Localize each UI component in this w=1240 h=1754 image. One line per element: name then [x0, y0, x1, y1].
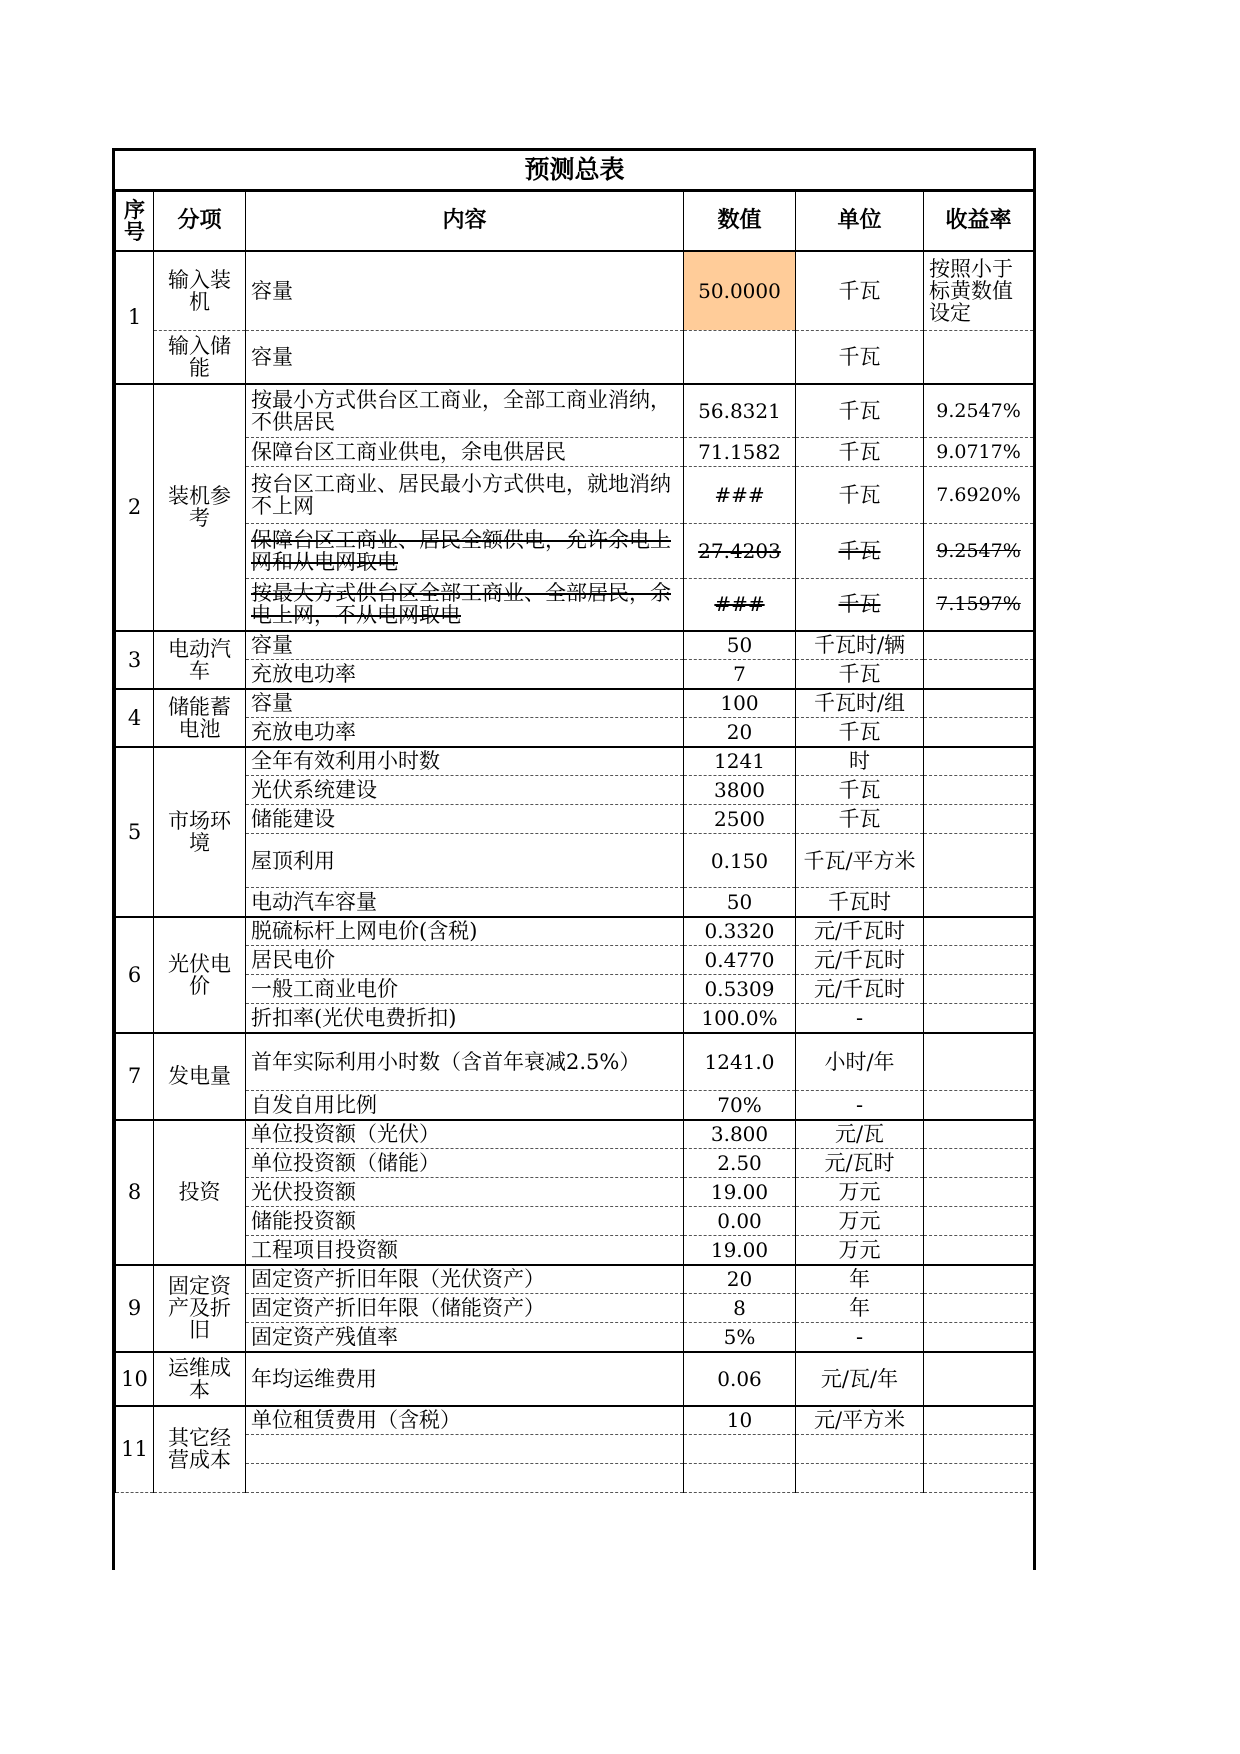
row-value-cell[interactable]: 50.0000	[684, 251, 796, 331]
row-rate	[924, 1265, 1034, 1294]
row-content: 储能建设	[246, 805, 684, 834]
table-row	[116, 1435, 1034, 1464]
row-rate	[924, 805, 1034, 834]
row-content: 一般工商业电价	[246, 975, 684, 1004]
row-value-cell[interactable]: 10	[684, 1406, 796, 1435]
row-rate: 9.2547%	[924, 384, 1034, 438]
row-seq: 8	[116, 1120, 154, 1265]
row-category: 固定资产及折旧	[154, 1265, 246, 1352]
row-rate	[924, 1033, 1034, 1091]
table-row	[116, 1352, 1034, 1406]
row-rate	[924, 1091, 1034, 1120]
row-category: 电动汽车	[154, 631, 246, 689]
header-value: 数值	[684, 191, 796, 251]
table-row	[116, 1091, 1034, 1120]
row-seq: 4	[116, 689, 154, 747]
row-unit: 元/千瓦时	[796, 917, 924, 946]
row-content: 单位投资额（储能）	[246, 1149, 684, 1178]
row-content: 按最小方式供台区工商业，全部工商业消纳，不供居民	[246, 384, 684, 438]
row-rate	[924, 1294, 1034, 1323]
row-rate	[924, 1323, 1034, 1352]
row-category: 储能蓄电池	[154, 689, 246, 747]
row-unit: 千瓦	[796, 524, 924, 579]
row-rate	[924, 776, 1034, 805]
table-title-row	[116, 151, 1034, 191]
row-content	[246, 1435, 684, 1464]
row-rate	[924, 631, 1034, 660]
row-value-cell[interactable]: 0.00	[684, 1207, 796, 1236]
row-value-cell[interactable]: 0.3320	[684, 917, 796, 946]
row-rate	[924, 1435, 1034, 1464]
row-unit: -	[796, 1004, 924, 1033]
header-rate: 收益率	[924, 191, 1034, 251]
row-value-cell[interactable]: 0.4770	[684, 946, 796, 975]
row-unit: 千瓦时/组	[796, 689, 924, 718]
row-value-cell[interactable]: 100	[684, 689, 796, 718]
row-content: 储能投资额	[246, 1207, 684, 1236]
row-rate	[924, 1352, 1034, 1406]
row-value-cell[interactable]: 19.00	[684, 1178, 796, 1207]
table-row	[116, 1033, 1034, 1091]
row-content: 容量	[246, 631, 684, 660]
row-content: 首年实际利用小时数（含首年衰减2.5%）	[246, 1033, 684, 1091]
row-value-cell[interactable]: 20	[684, 718, 796, 747]
row-value-cell[interactable]: 56.8321	[684, 384, 796, 438]
row-rate	[924, 660, 1034, 689]
row-unit	[796, 1464, 924, 1493]
row-seq: 1	[116, 251, 154, 384]
row-value-cell[interactable]: 100.0%	[684, 1004, 796, 1033]
row-value-cell[interactable]: 2500	[684, 805, 796, 834]
table-row	[116, 888, 1034, 917]
row-content: 保障台区工商业、居民全额供电，允许余电上网和从电网取电	[246, 524, 684, 579]
row-category: 投资	[154, 1120, 246, 1265]
row-value-cell[interactable]: 19.00	[684, 1236, 796, 1265]
row-rate	[924, 689, 1034, 718]
row-value-cell[interactable]: 50	[684, 631, 796, 660]
row-content: 按台区工商业、居民最小方式供电，就地消纳不上网	[246, 467, 684, 524]
row-category: 装机参考	[154, 384, 246, 631]
header-row	[116, 191, 1034, 251]
row-rate	[924, 1120, 1034, 1149]
row-unit: 万元	[796, 1236, 924, 1265]
row-seq: 2	[116, 384, 154, 631]
row-unit: 元/瓦时	[796, 1149, 924, 1178]
row-value-cell[interactable]	[684, 331, 796, 384]
row-content: 容量	[246, 331, 684, 384]
row-content	[246, 1464, 684, 1493]
row-value-cell[interactable]: ###	[684, 467, 796, 524]
row-seq: 5	[116, 747, 154, 917]
row-content: 固定资产残值率	[246, 1323, 684, 1352]
row-rate: 9.2547%	[924, 524, 1034, 579]
row-rate	[924, 331, 1034, 384]
table-row	[116, 631, 1034, 660]
row-unit: 年	[796, 1265, 924, 1294]
table-row	[116, 689, 1034, 718]
table-row	[116, 467, 1034, 524]
table-row	[116, 776, 1034, 805]
row-rate	[924, 946, 1034, 975]
table-row	[116, 579, 1034, 631]
row-unit: 元/平方米	[796, 1406, 924, 1435]
row-seq: 9	[116, 1265, 154, 1352]
row-unit: 元/千瓦时	[796, 946, 924, 975]
row-seq: 3	[116, 631, 154, 689]
table-row	[116, 1207, 1034, 1236]
row-value-cell[interactable]: 7	[684, 660, 796, 689]
row-content: 居民电价	[246, 946, 684, 975]
table-row	[116, 1149, 1034, 1178]
row-category: 输入装机	[154, 251, 246, 331]
table-row	[116, 660, 1034, 689]
header-unit: 单位	[796, 191, 924, 251]
row-rate	[924, 1149, 1034, 1178]
row-content: 固定资产折旧年限（光伏资产）	[246, 1265, 684, 1294]
row-value-cell[interactable]: 8	[684, 1294, 796, 1323]
row-category: 发电量	[154, 1033, 246, 1120]
row-content: 充放电功率	[246, 718, 684, 747]
table-row	[116, 805, 1034, 834]
table-row	[116, 1178, 1034, 1207]
row-content: 电动汽车容量	[246, 888, 684, 917]
table-title: 预测总表	[116, 151, 1034, 191]
row-value-cell[interactable]: 1241.0	[684, 1033, 796, 1091]
table-row	[116, 251, 1034, 331]
header-content: 内容	[246, 191, 684, 251]
table-row	[116, 1294, 1034, 1323]
table-row	[116, 917, 1034, 946]
table-row	[116, 438, 1034, 467]
row-content: 年均运维费用	[246, 1352, 684, 1406]
row-value-cell[interactable]: 0.150	[684, 834, 796, 888]
table-row	[116, 1120, 1034, 1149]
table-row	[116, 718, 1034, 747]
row-unit: 千瓦/平方米	[796, 834, 924, 888]
row-category: 市场环境	[154, 747, 246, 917]
row-unit: -	[796, 1323, 924, 1352]
table-row	[116, 975, 1034, 1004]
row-rate	[924, 1236, 1034, 1265]
row-unit: 元/千瓦时	[796, 975, 924, 1004]
header-category: 分项	[154, 191, 246, 251]
row-content: 自发自用比例	[246, 1091, 684, 1120]
table-row	[116, 1406, 1034, 1435]
row-unit: 千瓦	[796, 331, 924, 384]
row-rate	[924, 917, 1034, 946]
row-unit: -	[796, 1091, 924, 1120]
row-unit: 千瓦	[796, 579, 924, 631]
row-rate	[924, 1178, 1034, 1207]
row-content: 脱硫标杆上网电价(含税)	[246, 917, 684, 946]
row-unit: 千瓦	[796, 718, 924, 747]
row-content: 按最大方式供台区全部工商业、全部居民，余电上网，不从电网取电	[246, 579, 684, 631]
row-rate	[924, 1207, 1034, 1236]
row-content: 容量	[246, 689, 684, 718]
row-value-cell[interactable]: 27.4203	[684, 524, 796, 579]
row-unit: 千瓦	[796, 776, 924, 805]
row-rate	[924, 1406, 1034, 1435]
row-content: 光伏系统建设	[246, 776, 684, 805]
forecast-summary-table	[112, 148, 1036, 1570]
row-seq: 7	[116, 1033, 154, 1120]
row-content: 屋顶利用	[246, 834, 684, 888]
row-unit	[796, 1435, 924, 1464]
row-category: 输入储能	[154, 331, 246, 384]
table-row	[116, 834, 1034, 888]
row-value-cell[interactable]: 50	[684, 888, 796, 917]
table-row	[116, 1323, 1034, 1352]
header-seq: 序号	[116, 191, 154, 251]
row-seq: 11	[116, 1406, 154, 1493]
row-content: 光伏投资额	[246, 1178, 684, 1207]
table-row	[116, 384, 1034, 438]
table-row	[116, 1265, 1034, 1294]
row-value-cell[interactable]: 5%	[684, 1323, 796, 1352]
row-value-cell[interactable]: ###	[684, 579, 796, 631]
row-content: 充放电功率	[246, 660, 684, 689]
table-row	[116, 747, 1034, 776]
row-unit: 年	[796, 1294, 924, 1323]
row-unit: 元/瓦/年	[796, 1352, 924, 1406]
row-unit: 小时/年	[796, 1033, 924, 1091]
table-row	[116, 1464, 1034, 1493]
row-content: 固定资产折旧年限（储能资产）	[246, 1294, 684, 1323]
row-value-cell[interactable]: 0.5309	[684, 975, 796, 1004]
row-unit: 千瓦	[796, 660, 924, 689]
row-value-cell[interactable]: 3800	[684, 776, 796, 805]
row-unit: 千瓦	[796, 805, 924, 834]
row-rate	[924, 888, 1034, 917]
row-seq: 10	[116, 1352, 154, 1406]
row-unit: 元/瓦	[796, 1120, 924, 1149]
table-row	[116, 524, 1034, 579]
row-unit: 万元	[796, 1178, 924, 1207]
row-value-cell[interactable]	[684, 1464, 796, 1493]
row-rate	[924, 718, 1034, 747]
row-category: 其它经营成本	[154, 1406, 246, 1493]
row-unit: 时	[796, 747, 924, 776]
row-unit: 千瓦时	[796, 888, 924, 917]
row-content: 单位租赁费用（含税）	[246, 1406, 684, 1435]
row-unit: 万元	[796, 1207, 924, 1236]
row-unit: 千瓦	[796, 467, 924, 524]
row-rate	[924, 834, 1034, 888]
row-value-cell[interactable]: 3.800	[684, 1120, 796, 1149]
row-value-cell[interactable]: 2.50	[684, 1149, 796, 1178]
row-rate: 7.6920%	[924, 467, 1034, 524]
table-row	[116, 1236, 1034, 1265]
row-content: 折扣率(光伏电费折扣)	[246, 1004, 684, 1033]
row-unit: 千瓦	[796, 384, 924, 438]
row-value-cell[interactable]	[684, 1435, 796, 1464]
table-row	[116, 331, 1034, 384]
table-row	[116, 946, 1034, 975]
row-content: 工程项目投资额	[246, 1236, 684, 1265]
row-rate	[924, 975, 1034, 1004]
row-unit: 千瓦	[796, 251, 924, 331]
row-value-cell[interactable]: 70%	[684, 1091, 796, 1120]
row-category: 运维成本	[154, 1352, 246, 1406]
row-rate: 按照小于标黄数值设定	[924, 251, 1034, 331]
row-value-cell[interactable]: 0.06	[684, 1352, 796, 1406]
row-rate: 9.0717%	[924, 438, 1034, 467]
row-rate	[924, 1004, 1034, 1033]
row-rate	[924, 1464, 1034, 1493]
row-unit: 千瓦时/辆	[796, 631, 924, 660]
row-content: 容量	[246, 251, 684, 331]
row-value-cell[interactable]: 20	[684, 1265, 796, 1294]
row-value-cell[interactable]: 71.1582	[684, 438, 796, 467]
row-content: 保障台区工商业供电，余电供居民	[246, 438, 684, 467]
row-unit: 千瓦	[796, 438, 924, 467]
row-content: 全年有效利用小时数	[246, 747, 684, 776]
row-rate	[924, 747, 1034, 776]
table-row	[116, 1004, 1034, 1033]
row-category: 光伏电价	[154, 917, 246, 1033]
row-content: 单位投资额（光伏）	[246, 1120, 684, 1149]
row-rate: 7.1597%	[924, 579, 1034, 631]
row-value-cell[interactable]: 1241	[684, 747, 796, 776]
row-seq: 6	[116, 917, 154, 1033]
